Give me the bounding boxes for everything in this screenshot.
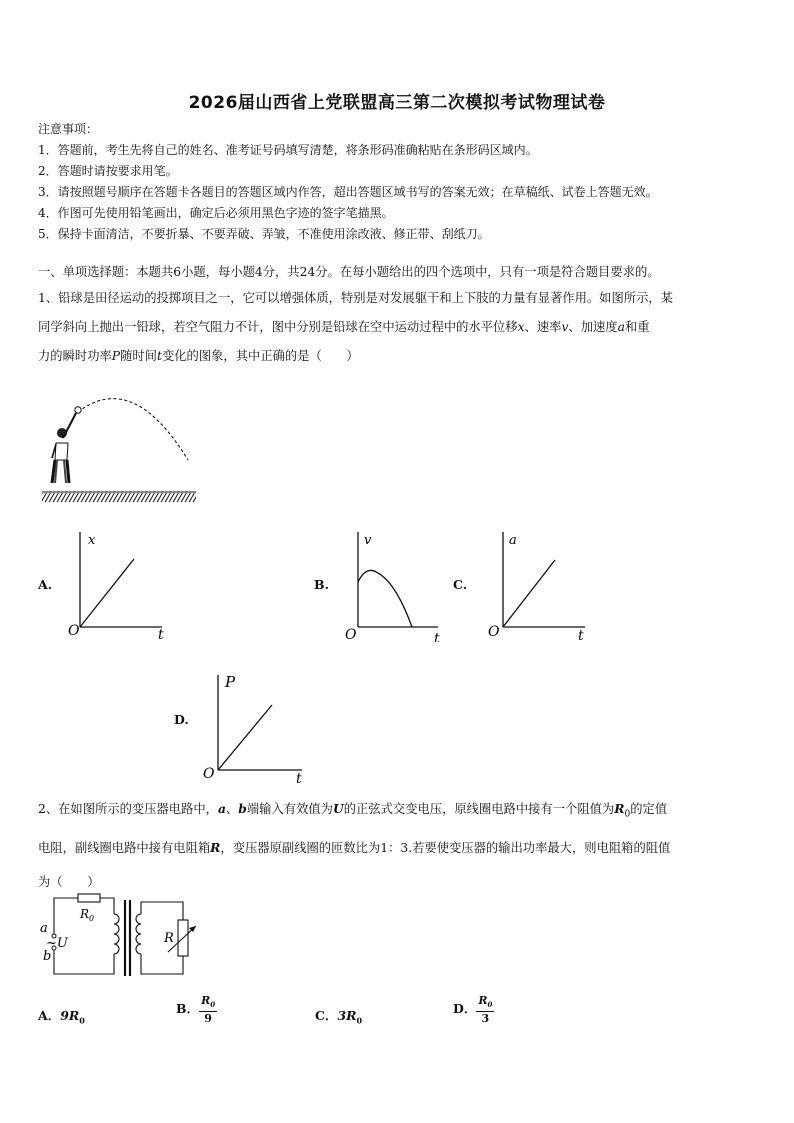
q1-line-2 [38,313,760,342]
option-d-label: D. [174,712,189,727]
symbol-t: t [156,349,162,363]
a-t-curve [503,560,555,627]
q1-text: 和重 [624,320,650,334]
y-axis-label: v [364,533,372,548]
numerator: $R_0$ [476,994,494,1012]
notice-item-2: 2．答题时请按要求用笔。 [38,164,178,178]
r-label: R [164,931,174,946]
terminal-b: b [43,949,52,964]
q2-line-2 [38,831,760,865]
symbol-x: x [517,320,525,334]
subscript: 0 [79,1015,85,1026]
x-axis-label: t [434,631,440,642]
symbol-r: R [210,840,221,856]
question-2 [38,792,760,899]
q2-text: 电阻，副线圈电路中接有电阻箱 [38,841,211,856]
q2-text: 的定值 [630,802,668,816]
q1-text: 同学斜向上抛出一铅球，若空气阻力不计，图中分别是铅球在空中运动过程中的水平位移 [38,320,518,334]
option-label: A． [38,1008,61,1023]
denominator: 3 [481,1012,490,1026]
notice-item-5: 5．保持卡面清洁，不要折暴、不要弄破、弄皱，不准使用涂改液、修正带、刮纸刀。 [38,227,490,241]
x-axis-label: t [578,628,584,642]
option-label: C． [315,1008,338,1023]
q2-line-3: 为（ ） [38,875,100,890]
option-c-graph [485,527,595,642]
q2-line-1 [38,792,760,831]
q1-text: 力的瞬时功率 [38,349,112,363]
q2-text: 、 [225,802,239,816]
q2-text: 的正弦式交变电压，原线圈电路中接有一个阻值为 [343,802,615,816]
symbol-v: v [561,320,569,334]
q2-text: ，变压器原副线圈的匝数比为1：3.若要使变压器的输出功率最大，则电阻箱的阻值 [220,841,671,856]
notice-item-3: 3．请按照题号顺序在答题卡各题目的答题区域内作答，超出答题区域书写的答案无效；在草稿纸、试卷上答题无效。 [38,185,658,199]
symbol-b: b [238,801,247,816]
option-label: B． [176,1001,200,1017]
option-d-graph [200,670,315,788]
resistor-r0 [78,894,100,902]
symbol-a: a [217,801,226,816]
q1-text: 随时间 [120,349,157,363]
option-a-label: A. [38,577,53,592]
primary-coil [114,914,119,954]
notice-item-4: 4．作图可先使用铅笔画出，确定后必须用黑色字迹的签字笔描黑。 [38,206,394,220]
terminal-a: a [40,921,48,936]
subscript: 0 [356,1015,363,1026]
option-b-graph [340,527,450,642]
option-a-graph [62,527,177,642]
q1-line-1: 1、铅球是田径运动的投掷项目之一，它可以增强体质，特别是对发展躯干和上下肢的力量有显著作用。如图所示，某 [38,291,673,305]
q1-text: 、加速度 [568,320,618,334]
shot-put-illustration [38,388,203,508]
subscript: 0 [624,809,631,820]
q1-line-3 [38,342,760,371]
symbol-a: a [617,320,625,334]
symbol-p: P [111,349,121,363]
transformer-circuit [36,890,206,982]
voltage-u: ~U [46,936,68,951]
q1-text: 、速率 [524,320,562,334]
q2-option-c [315,1006,362,1026]
numerator: $R_0$ [199,994,217,1012]
notice-item-1: 1．答题前，考生先将自己的姓名、准考证号码填写清楚，将条形码准确粘贴在条形码区域内。 [38,143,538,157]
q2-option-d [453,994,494,1025]
q2-text: 2、在如图所示的变压器电路中， [38,802,218,816]
r0-label: $R_0$ [80,907,95,923]
question-1 [38,284,760,371]
symbol-r0: R [614,801,625,816]
option-label: D． [453,1001,477,1017]
section-heading: 一、单项选择题：本题共6小题，每小题4分，共24分。在每小题给出的四个选项中，只有一项是符合题目要求的。 [38,265,660,279]
secondary-coil [136,914,141,954]
option-value: 3R [337,1008,357,1023]
origin-label: O [345,627,357,642]
option-b-label: B. [314,577,329,592]
v-t-curve [358,570,412,627]
option-c-label: C. [453,577,468,592]
notice-heading: 注意事项： [38,122,99,136]
y-axis-label: P [225,673,236,691]
q2-text: 端输入有效值为 [246,802,333,816]
denominator: 9 [204,1012,212,1026]
q2-option-b [176,994,217,1025]
fraction [199,994,217,1025]
x-axis-label: t [158,627,164,642]
symbol-u: U [332,801,344,816]
p-t-curve [218,705,272,770]
origin-label: O [488,624,500,640]
origin-label: O [203,766,215,782]
y-axis-label: x [88,533,96,548]
fraction [476,994,494,1025]
y-axis-label: a [509,533,517,548]
x-axis-label: t [296,771,302,787]
option-value: 9R [60,1008,80,1023]
q2-option-a [38,1006,85,1026]
exam-title: 2026届山西省上党联盟高三第二次模拟考试物理试卷 [188,93,606,113]
q1-text: 变化的图象，其中正确的是（ ） [161,349,359,363]
x-t-curve [80,559,134,627]
origin-label: O [68,623,80,639]
